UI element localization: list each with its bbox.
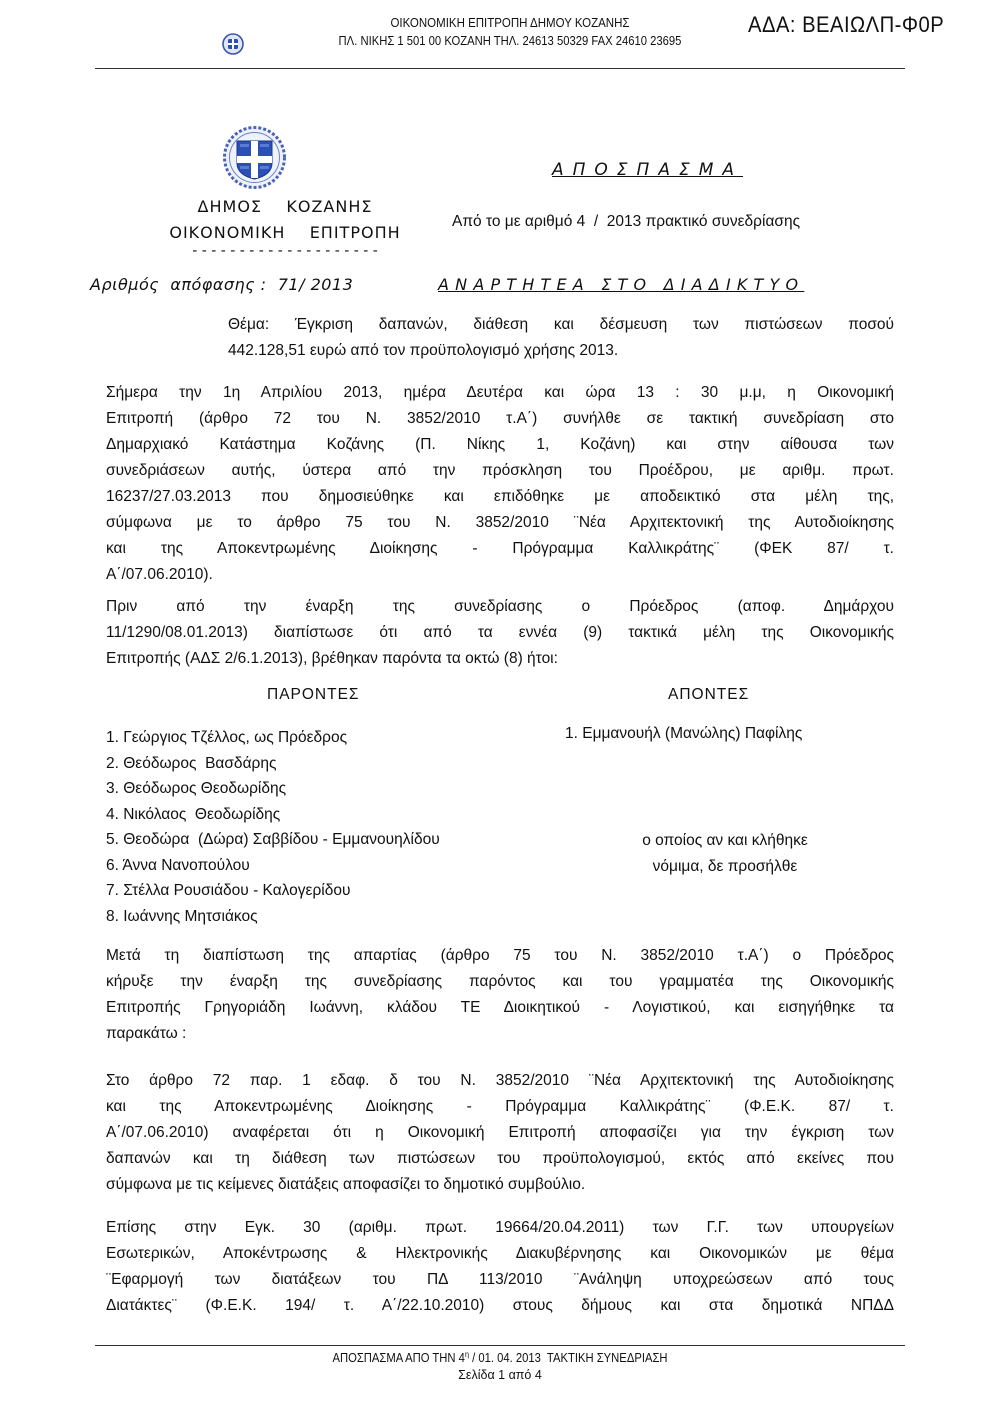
text-line: Σήμερα την 1η Απριλίου 2013, ημέρα Δευτέρα και ώρα 13 : 30 μ.μ, η Οικονομική bbox=[106, 384, 894, 401]
list-item: 1. Γεώργιος Τζέλλος, ως Πρόεδρος bbox=[106, 729, 348, 746]
list-item: 6. Άννα Νανοπούλου bbox=[106, 856, 250, 874]
minutes-reference: Από το με αριθμό 4 / 2013 πρακτικό συνεδρίασης bbox=[452, 213, 801, 230]
page-number: Σελίδα 1 από 4 bbox=[458, 1368, 542, 1382]
list-item: 2. Θεόδωρος Βασδάρης bbox=[106, 754, 277, 772]
text-line: Μετά τη διαπίστωση της απαρτίας (άρθρο 75 του Ν. 3852/2010 τ.Α΄) ο Πρόεδρος bbox=[106, 947, 894, 964]
municipality-name: ΔΗΜΟΣ ΚΟΖΑΝΗΣ bbox=[197, 197, 373, 216]
coat-of-arms-icon bbox=[222, 125, 287, 190]
text-line: Διατάκτες¨ (Φ.Ε.Κ. 194/ τ. Α΄/22.10.2010) στους δήμους και στα δημοτικά ΝΠΔΔ bbox=[106, 1297, 894, 1314]
paragraph-session-opening bbox=[106, 943, 894, 1047]
absent-heading: ΑΠΟΝΤΕΣ bbox=[668, 686, 750, 703]
absent-note-line: ο οποίος αν και κλήθηκε bbox=[642, 832, 808, 849]
list-item: 4. Νικόλαος Θεοδωρίδης bbox=[106, 805, 281, 823]
header-org-line: ΟΙΚΟΝΟΜΙΚΗ ΕΠΙΤΡΟΠΗ ΔΗΜΟΥ ΚΟΖΑΝΗΣ bbox=[390, 16, 630, 30]
subject-line: 442.128,51 ευρώ από τον προϋπολογισμό χρήσης 2013. bbox=[228, 342, 619, 359]
text-line: Επιτροπής (ΑΔΣ 2/6.1.2013), βρέθηκαν παρόντα τα οκτώ (8) ήτοι: bbox=[106, 650, 558, 667]
text-line: Δημαρχιακό Κατάστημα Κοζάνης (Π. Νίκης 1, Κοζάνη) και στην αίθουσα των bbox=[106, 436, 894, 453]
present-members-list bbox=[106, 725, 440, 929]
committee-name: ΟΙΚΟΝΟΜΙΚΗ ΕΠΙΤΡΟΠΗ bbox=[169, 223, 401, 242]
text-line: Επίσης στην Εγκ. 30 (αριθμ. πρωτ. 19664/20.04.2011) των Γ.Γ. των υπουργείων bbox=[106, 1219, 894, 1236]
header-emblem-icon bbox=[222, 33, 244, 55]
paragraph-article-72 bbox=[106, 1068, 894, 1198]
text-line: Α΄/07.06.2010). bbox=[106, 566, 213, 583]
present-heading: ΠΑΡΟΝΤΕΣ bbox=[267, 686, 360, 703]
text-line: Πριν από την έναρξη της συνεδρίασης ο Πρόεδρος (αποφ. Δημάρχου bbox=[106, 598, 894, 615]
text-line: Α΄/07.06.2010) αναφέρεται ότι η Οικονομική Επιτροπή αποφασίζει για την έγκριση των bbox=[106, 1124, 894, 1141]
absent-members-list bbox=[565, 725, 802, 743]
list-item: 3. Θεόδωρος Θεοδωρίδης bbox=[106, 780, 287, 797]
text-line: σύμφωνα με το άρθρο 75 του Ν. 3852/2010 ¨Νέα Αρχιτεκτονική της Αυτοδιοίκησης bbox=[106, 514, 894, 531]
header-divider bbox=[95, 68, 905, 69]
text-line: παρακάτω : bbox=[106, 1025, 187, 1042]
footer-session-line bbox=[136, 1350, 865, 1365]
text-line: δαπανών και τη διάθεση των πιστώσεων του προϋπολογισμού, εκτός από εκείνες που bbox=[106, 1150, 894, 1167]
text-line: και της Αποκεντρωμένης Διοίκησης - Πρόγραμμα Καλλικράτης¨ (Φ.Ε.Κ. 87/ τ. bbox=[106, 1098, 894, 1115]
paragraph-quorum bbox=[106, 594, 894, 672]
list-item: 7. Στέλλα Ρουσιάδου - Καλογερίδου bbox=[106, 882, 351, 899]
paragraph-meeting-intro bbox=[106, 380, 894, 588]
document-title: ΑΠΟΣΠΑΣΜΑ bbox=[552, 160, 743, 180]
text-line: 16237/27.03.2013 που δημοσιεύθηκε και επιδόθηκε με αποδεικτικό στα μέλη της, bbox=[106, 488, 894, 505]
footer-session-sup: η bbox=[464, 1350, 469, 1359]
text-line: και της Αποκεντρωμένης Διοίκησης - Πρόγραμμα Καλλικράτης¨ (ΦΕΚ 87/ τ. bbox=[106, 540, 894, 557]
absent-note bbox=[565, 828, 885, 880]
decision-number: Αριθμός απόφασης : 71/ 2013 bbox=[90, 275, 354, 294]
text-line: κήρυξε την έναρξη της συνεδρίασης παρόντος και του γραμματέα της Οικονομικής bbox=[106, 973, 894, 990]
footer-session-suffix: / 01. 04. 2013 ΤΑΚΤΙΚΗ ΣΥΝΕΔΡΙΑΣΗ bbox=[468, 1351, 668, 1366]
header-address-line: ΠΛ. ΝΙΚΗΣ 1 501 00 ΚΟΖΑΝΗ ΤΗΛ. 24613 50329 FAX 24610 23695 bbox=[338, 34, 682, 48]
list-item: 1. Εμμανουήλ (Μανώλης) Παφίλης bbox=[565, 725, 803, 742]
footer-session-prefix: ΑΠΟΣΠΑΣΜΑ ΑΠΟ ΤΗΝ 4 bbox=[332, 1351, 465, 1366]
footer-divider bbox=[95, 1345, 905, 1346]
text-line: σύμφωνα με τις κείμενες διατάξεις αποφασίζει το δημοτικό συμβούλιο. bbox=[106, 1176, 586, 1193]
list-item: 5. Θεοδώρα (Δώρα) Σαββίδου - Εμμανουηλίδου bbox=[106, 831, 440, 848]
subject-block bbox=[228, 312, 894, 364]
subject-line: Θέμα: Έγκριση δαπανών, διάθεση και δέσμευση των πιστώσεων ποσού bbox=[228, 316, 894, 333]
text-line: Εσωτερικών, Αποκέντρωσης & Ηλεκτρονικής Διακυβέρνησης και Οικονομικών με θέμα bbox=[106, 1245, 894, 1262]
letterhead-dash-divider: - - - - - - - - - - - - - - - - - - - - bbox=[192, 243, 378, 259]
post-online-notice: ΑΝΑΡΤΗΤΕΑ ΣΤΟ ΔΙΑΔΙΚΤΥΟ bbox=[438, 275, 805, 294]
text-line: Επιτροπή (άρθρο 72 του Ν. 3852/2010 τ.Α΄) συνήλθε σε τακτική συνεδρίαση στο bbox=[106, 410, 894, 427]
ada-code: ΑΔΑ: ΒΕΑΙΩΛΠ-Φ0Ρ bbox=[748, 12, 945, 37]
text-line: Στο άρθρο 72 παρ. 1 εδαφ. δ του Ν. 3852/2010 ¨Νέα Αρχιτεκτονική της Αυτοδιοίκησης bbox=[106, 1072, 894, 1089]
text-line: ¨Εφαρμογή των διατάξεων του ΠΔ 113/2010 ¨Ανάληψη υποχρεώσεων από τους bbox=[106, 1271, 894, 1288]
absent-note-line: νόμιμα, δε προσήλθε bbox=[652, 858, 798, 875]
text-line: Επιτροπής Γρηγοριάδη Ιωάννη, κλάδου ΤΕ Διοικητικού - Λογιστικού, και εισηγήθηκε τα bbox=[106, 999, 894, 1016]
paragraph-circular-30 bbox=[106, 1215, 894, 1319]
text-line: συνεδριάσεων αυτής, ύστερα από την πρόσκληση του Προέδρου, με αριθμ. πρωτ. bbox=[106, 462, 894, 479]
list-item: 8. Ιωάννης Μητσιάκος bbox=[106, 907, 258, 925]
text-line: 11/1290/08.01.2013) διαπίστωσε ότι από τα εννέα (9) τακτικά μέλη της Οικονομικής bbox=[106, 624, 894, 641]
